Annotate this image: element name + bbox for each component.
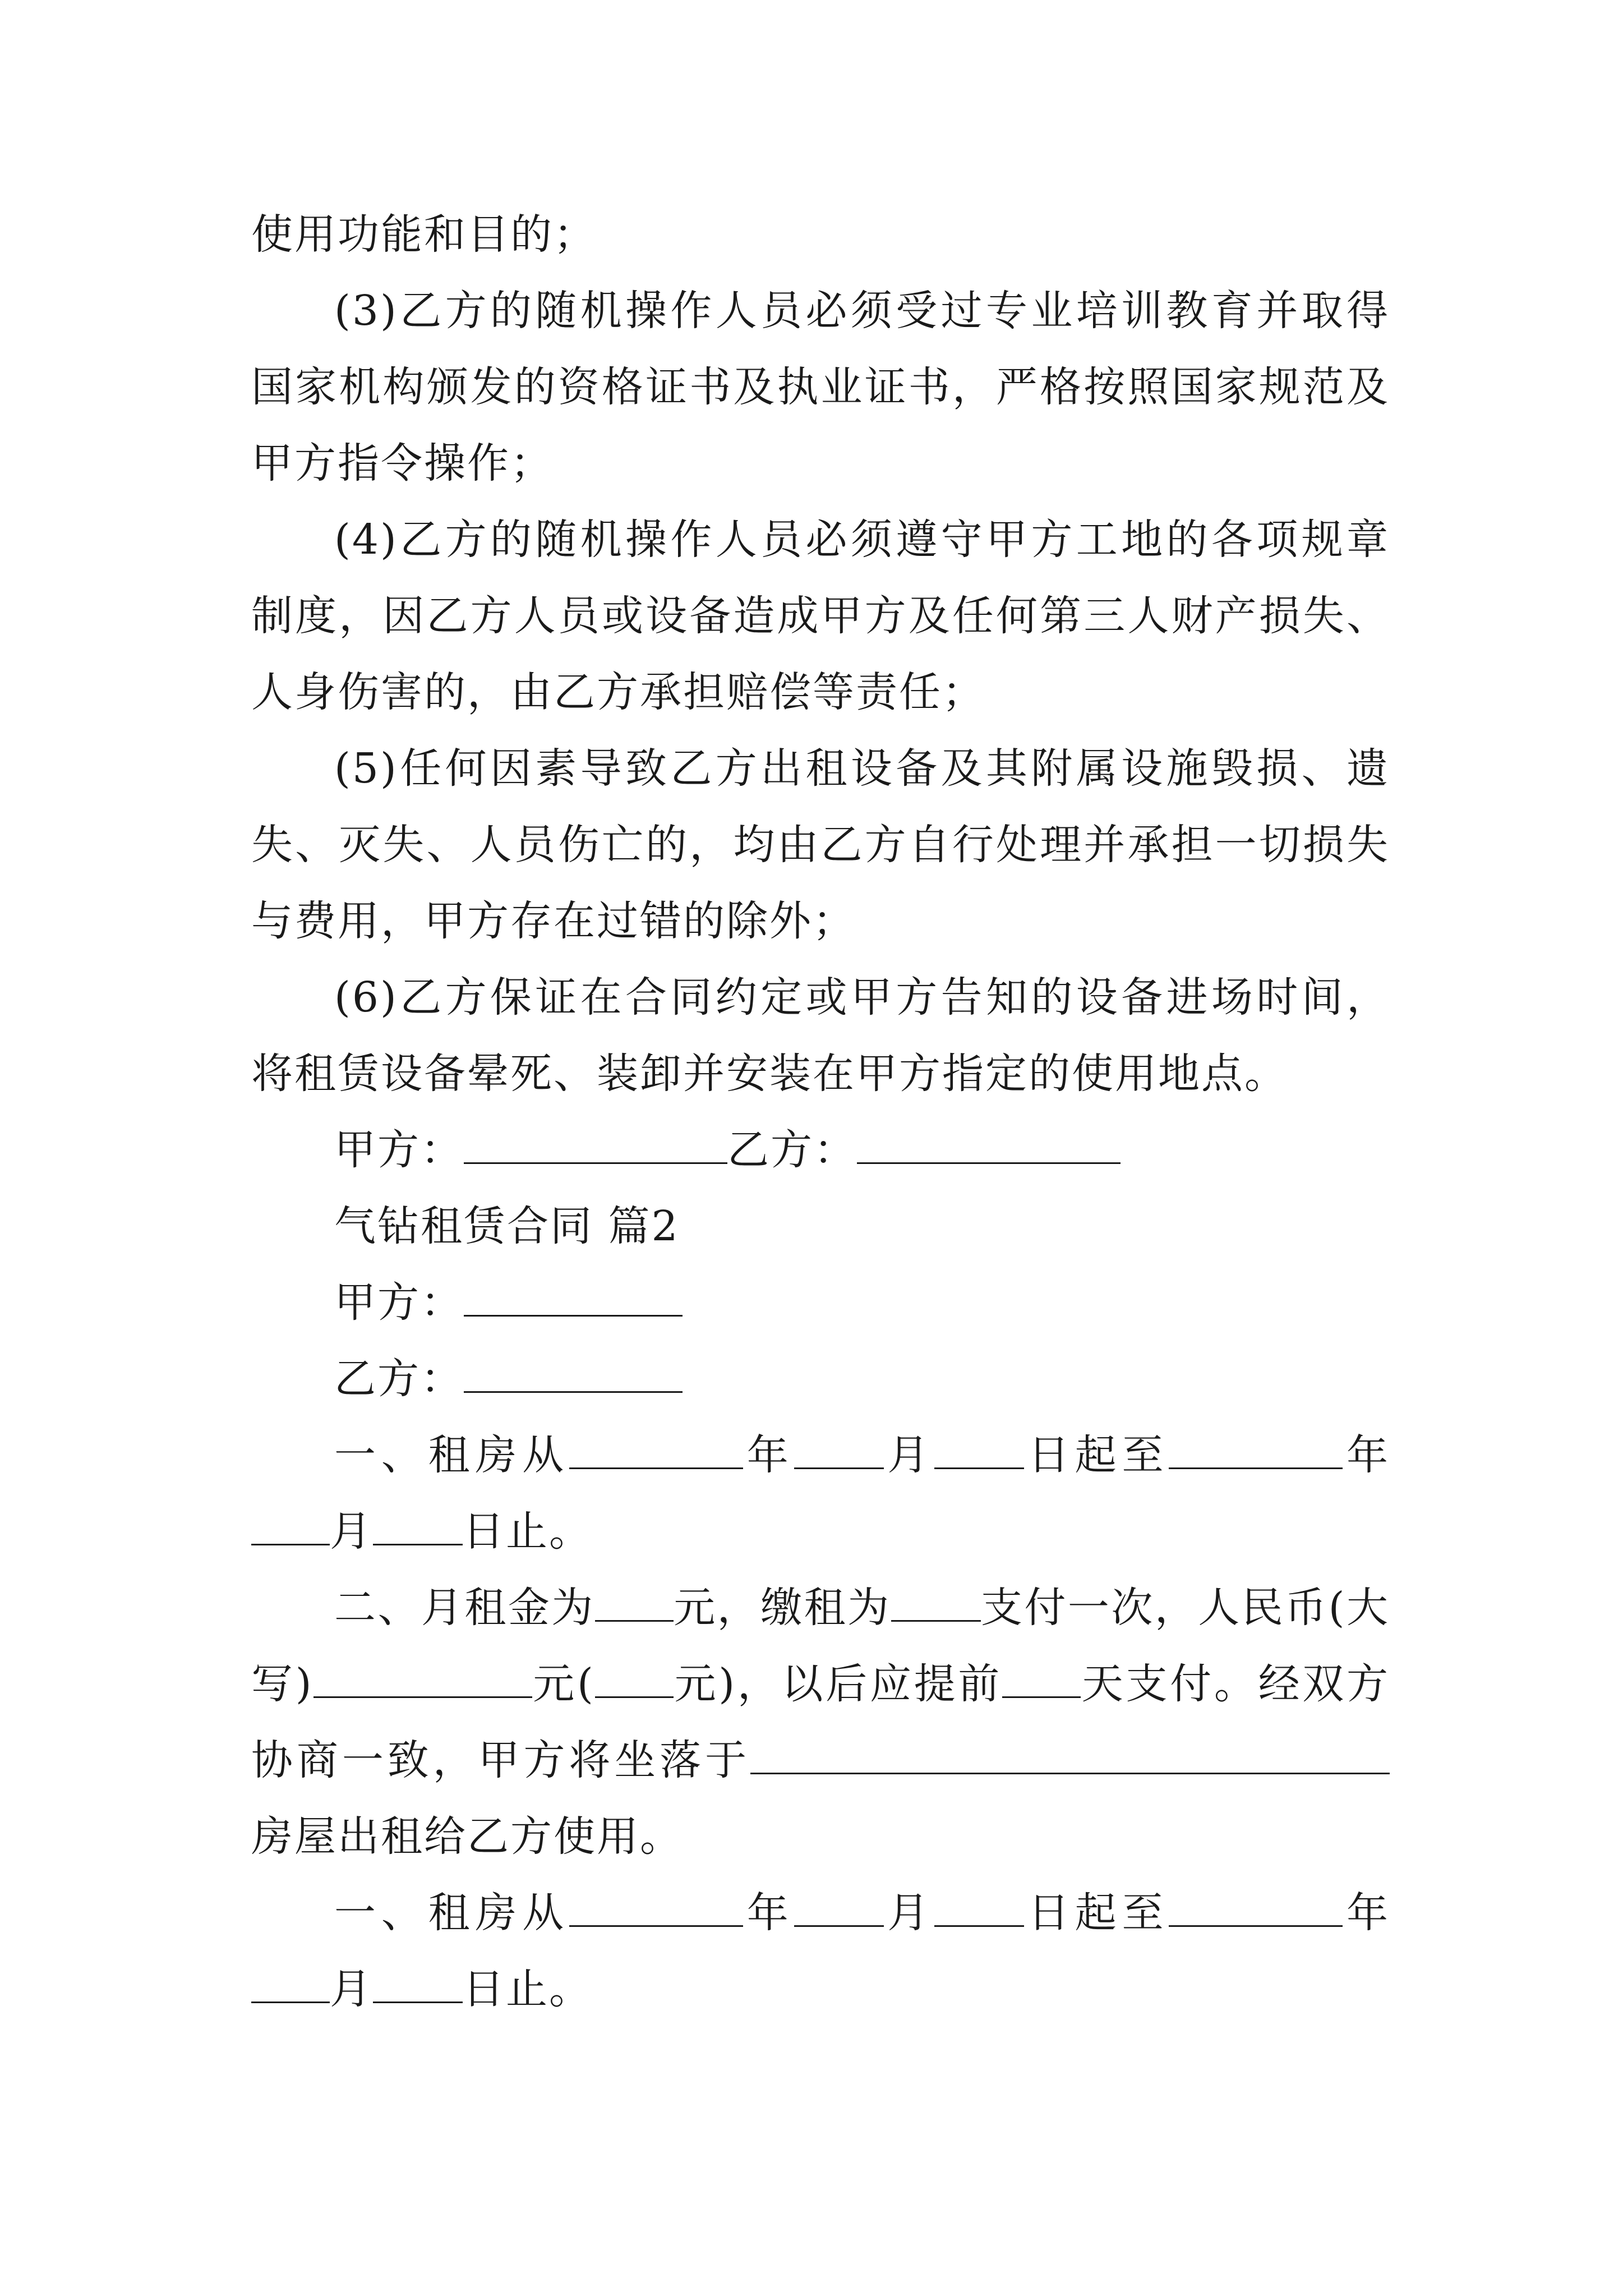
section2-party-a-blank [464,1281,683,1317]
term2-end: 日止。 [463,1965,592,2013]
section2-party-a-label: 甲方： [334,1278,464,1327]
term2-month-end-blank [251,1968,330,2003]
rent-number-blank [595,1663,674,1698]
rent-part3: 支付一次，人民币(大写) [251,1584,1390,1708]
rent-part7: 房屋出租给乙方使用。 [251,1812,683,1861]
section2-party-b-label: 乙方： [334,1355,464,1403]
rent-uppercase-blank [313,1663,532,1698]
section2-party-b [251,1341,1390,1417]
term1-year1: 年 [743,1431,794,1479]
rent-part1: 二、月租金为 [334,1584,595,1632]
party-a-blank [464,1129,727,1164]
term1-day-to: 日起至 [1024,1431,1169,1479]
rent-period-blank [891,1586,981,1622]
party-b-label: 乙方： [727,1126,857,1174]
rent-part4: 元( [532,1660,595,1708]
paragraph-clause-4: (4)乙方的随机操作人员必须遵守甲方工地的各项规章制度，因乙方人员或设备造成甲方及任何第三人财产损失、人身伤害的，由乙方承担赔偿等责任； [251,516,1390,716]
paragraph-term-2 [251,1875,1390,2027]
term1-year-end-blank [1169,1434,1343,1469]
term1-day-start-blank [934,1434,1024,1469]
party-b-blank [857,1129,1121,1164]
term2-year1: 年 [743,1889,794,1937]
term2-year-start-blank [569,1892,743,1927]
rent-part6: 天支付。经双方协商一致，甲方将坐落于 [251,1660,1390,1784]
rent-part2: 元，缴租为 [673,1584,891,1632]
document-body [251,196,1390,2027]
paragraph-clause-5: (5)任何因素导致乙方出租设备及其附属设施毁损、遗失、灭失、人员伤亡的，均由乙方自行处理并承担一切损失与费用，甲方存在过错的除外； [251,744,1390,945]
term2-year-end-blank [1169,1892,1343,1927]
rent-location-blank [750,1739,1390,1774]
party-a-label: 甲方： [334,1126,464,1174]
term2-year2: 年 [1343,1889,1390,1937]
term1-month-start-blank [794,1434,884,1469]
term2-day-end-blank [373,1968,463,2003]
term1-prefix: 一、租房从 [334,1431,569,1479]
term2-month2: 月 [330,1965,373,2013]
term2-day-start-blank [934,1892,1024,1927]
term1-month-end-blank [251,1510,330,1545]
section-title: 气钻租赁合同 篇2 [334,1202,680,1250]
paragraph-term-1 [251,1417,1390,1570]
term1-end: 日止。 [463,1507,592,1556]
term1-year2: 年 [1343,1431,1390,1479]
term1-month1: 月 [883,1431,935,1479]
term1-year-start-blank [569,1434,743,1469]
term2-month-start-blank [794,1892,884,1927]
rent-days-blank [1002,1663,1081,1698]
rent-part5: 元)，以后应提前 [673,1660,1003,1708]
term2-month1: 月 [883,1889,935,1937]
rent-amount-blank [595,1586,674,1622]
signature-line [251,1112,1390,1188]
term1-month2: 月 [330,1507,373,1556]
paragraph-rent [251,1570,1390,1875]
paragraph-clause-6: (6)乙方保证在合同约定或甲方告知的设备进场时间，将租赁设备晕死、装卸并安装在甲方指定的使用地点。 [251,973,1390,1098]
term2-prefix: 一、租房从 [334,1889,569,1937]
term1-day-end-blank [373,1510,463,1545]
paragraph-continuation: 使用功能和目的； [251,210,597,259]
section2-party-a [251,1264,1390,1341]
section2-party-b-blank [464,1358,683,1393]
term2-day-to: 日起至 [1024,1889,1169,1937]
paragraph-clause-3: (3)乙方的随机操作人员必须受过专业培训教育并取得国家机构颁发的资格证书及执业证书，严格按照国家规范及甲方指令操作； [251,287,1390,487]
